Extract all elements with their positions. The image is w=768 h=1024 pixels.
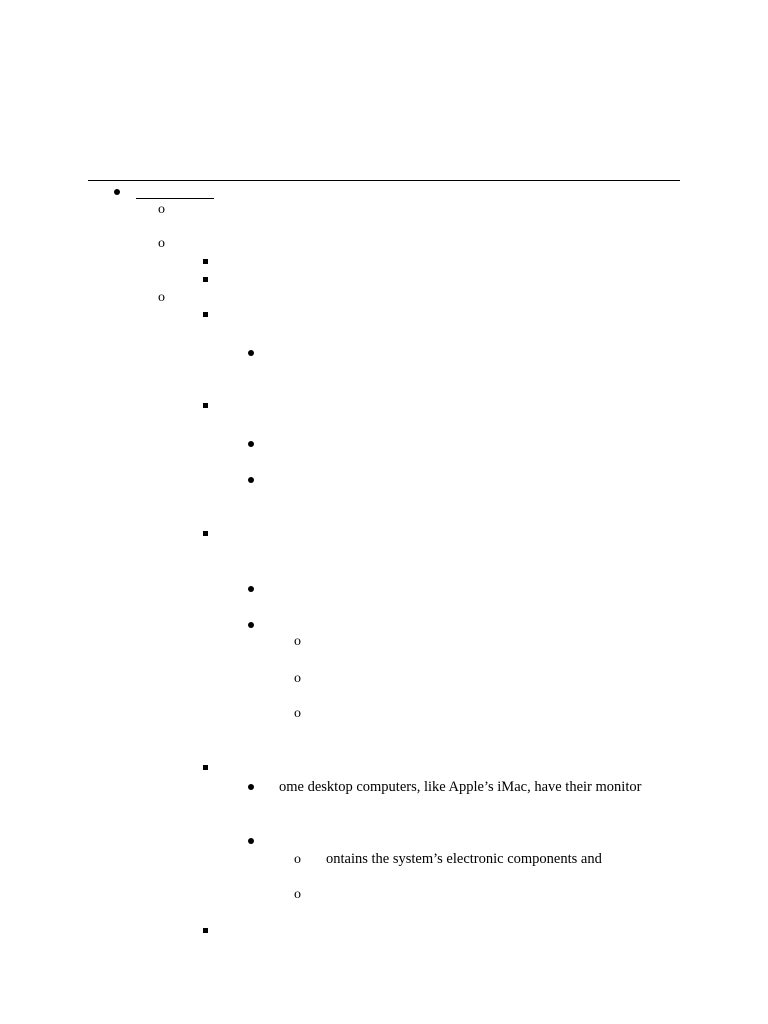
bullet-level1-disc — [114, 189, 120, 195]
underlined-heading-blank — [136, 198, 214, 199]
bullet-level3-square — [203, 277, 208, 282]
bullet-level3-square — [203, 928, 208, 933]
bullet-level4-disc — [248, 622, 254, 628]
system-unit-text: ontains the system’s electronic components and — [326, 851, 602, 867]
bullet-level3-square — [203, 403, 208, 408]
bullet-level5-circle: o — [294, 852, 301, 867]
bullet-level3-square — [203, 765, 208, 770]
bullet-level5-circle: o — [294, 634, 301, 649]
bullet-level5-circle: o — [294, 706, 301, 721]
bullet-level3-square — [203, 259, 208, 264]
bullet-level5-circle: o — [294, 887, 301, 902]
desktop-monitor-text: ome desktop computers, like Apple’s iMac, have their monitor — [279, 779, 642, 795]
bullet-level4-disc — [248, 784, 254, 790]
bullet-level4-disc — [248, 586, 254, 592]
bullet-level2-circle: o — [158, 202, 165, 217]
bullet-level4-disc — [248, 441, 254, 447]
bullet-level2-circle: o — [158, 290, 165, 305]
bullet-level3-square — [203, 312, 208, 317]
bullet-level4-disc — [248, 477, 254, 483]
bullet-level2-circle: o — [158, 236, 165, 251]
bullet-level4-disc — [248, 350, 254, 356]
bullet-level4-disc — [248, 838, 254, 844]
bullet-level5-circle: o — [294, 671, 301, 686]
bullet-level3-square — [203, 531, 208, 536]
horizontal-rule — [88, 180, 680, 181]
